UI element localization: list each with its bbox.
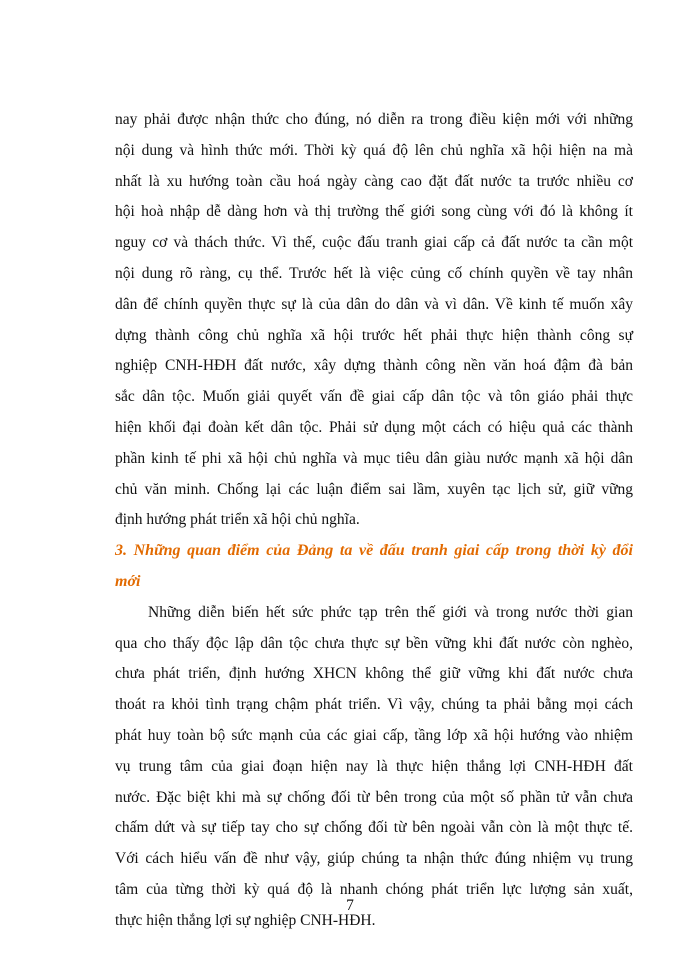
text-line: phần kinh tế phi xã hội chủ nghĩa và mục tiêu dân giàu nước mạnh xã hội dân (115, 449, 633, 467)
text-line: vụ trung tâm của giai đoạn hiện nay là thực hiện thắng lợi CNH-HĐH đất (115, 757, 633, 775)
text-line: nước. Đặc biệt khi mà sự chống đối từ bên trong của một số phần tử vẫn chưa (115, 788, 633, 806)
text-line: nhất là xu hướng toàn cầu hoá ngày càng cao đặt đất nước ta trước nhiều cơ (115, 172, 633, 190)
text-line: định hướng phát triển xã hội chủ nghĩa. (115, 511, 360, 529)
text-line: nay phải được nhận thức cho đúng, nó diễn ra trong điều kiện mới với những (115, 111, 633, 128)
text-line: nội dung rõ ràng, cụ thể. Trước hết là việc củng cố chính quyền về tay nhân (115, 264, 633, 282)
text-line: nguy cơ và thách thức. Vì thế, cuộc đấu tranh giai cấp cả đất nước ta cần một (115, 234, 633, 252)
text-line: qua cho thấy độc lập dân tộc chưa thực sự bền vững khi đất nước còn nghèo, (115, 634, 633, 652)
section-heading (115, 536, 633, 598)
text-line: tâm của từng thời kỳ quá độ là nhanh chóng phát triển lực lượng sản xuất, (115, 880, 633, 898)
text-line: sắc dân tộc. Muốn giải quyết vấn đề giai cấp dân tộc và tôn giáo phải thực (115, 388, 633, 406)
text-line: hiện khối đại đoàn kết dân tộc. Phải sử dụng một cách có hiệu quả các thành (115, 418, 633, 436)
document-body (115, 105, 633, 937)
text-line: chưa phát triển, định hướng XHCN không thể giữ vững khi đất nước chưa (115, 665, 633, 683)
text-line: Những diễn biến hết sức phức tạp trên thế giới và trong nước thời gian (148, 603, 633, 621)
text-line: dựng thành công chủ nghĩa xã hội trước hết phải thực hiện thành công sự (115, 326, 633, 344)
heading-line: mới (115, 572, 141, 590)
text-line: Với cách hiểu vấn đề như vậy, giúp chúng ta nhận thức đúng nhiệm vụ trung (115, 850, 633, 868)
paragraph (115, 598, 633, 937)
text-line: phát huy toàn bộ sức mạnh của các giai cấp, tầng lớp xã hội hướng vào nhiệm (115, 726, 633, 744)
text-line: chủ văn minh. Chống lại các luận điểm sai lầm, xuyên tạc lịch sử, giữ vững (115, 480, 633, 498)
heading-line: 3. Những quan điểm của Đảng ta về đấu tranh giai cấp trong thời kỳ đổi (115, 542, 633, 560)
text-line: dân để chính quyền thực sự là của dân do dân và vì dân. Về kinh tế muốn xây (115, 295, 633, 313)
text-line: chấm dứt và sự tiếp tay cho sự chống đối từ bên ngoài vẫn còn là một thực tế. (115, 819, 633, 837)
text-line: hội hoà nhập dễ dàng hơn và thị trường thế giới song cùng với đó là không ít (115, 203, 633, 221)
page-number: 7 (346, 897, 354, 914)
text-line: thực hiện thắng lợi sự nghiệp CNH-HĐH. (115, 911, 376, 929)
text-line: nghiệp CNH-HĐH đất nước, xây dựng thành công nền văn hoá đậm đà bản (115, 357, 633, 375)
text-line: nội dung và hình thức mới. Thời kỳ quá độ lên chủ nghĩa xã hội hiện na mà (115, 141, 633, 159)
paragraph-continuation (115, 105, 633, 536)
text-line: thoát ra khỏi tình trạng chậm phát triển. Vì vậy, chúng ta phải bằng mọi cách (115, 696, 633, 714)
